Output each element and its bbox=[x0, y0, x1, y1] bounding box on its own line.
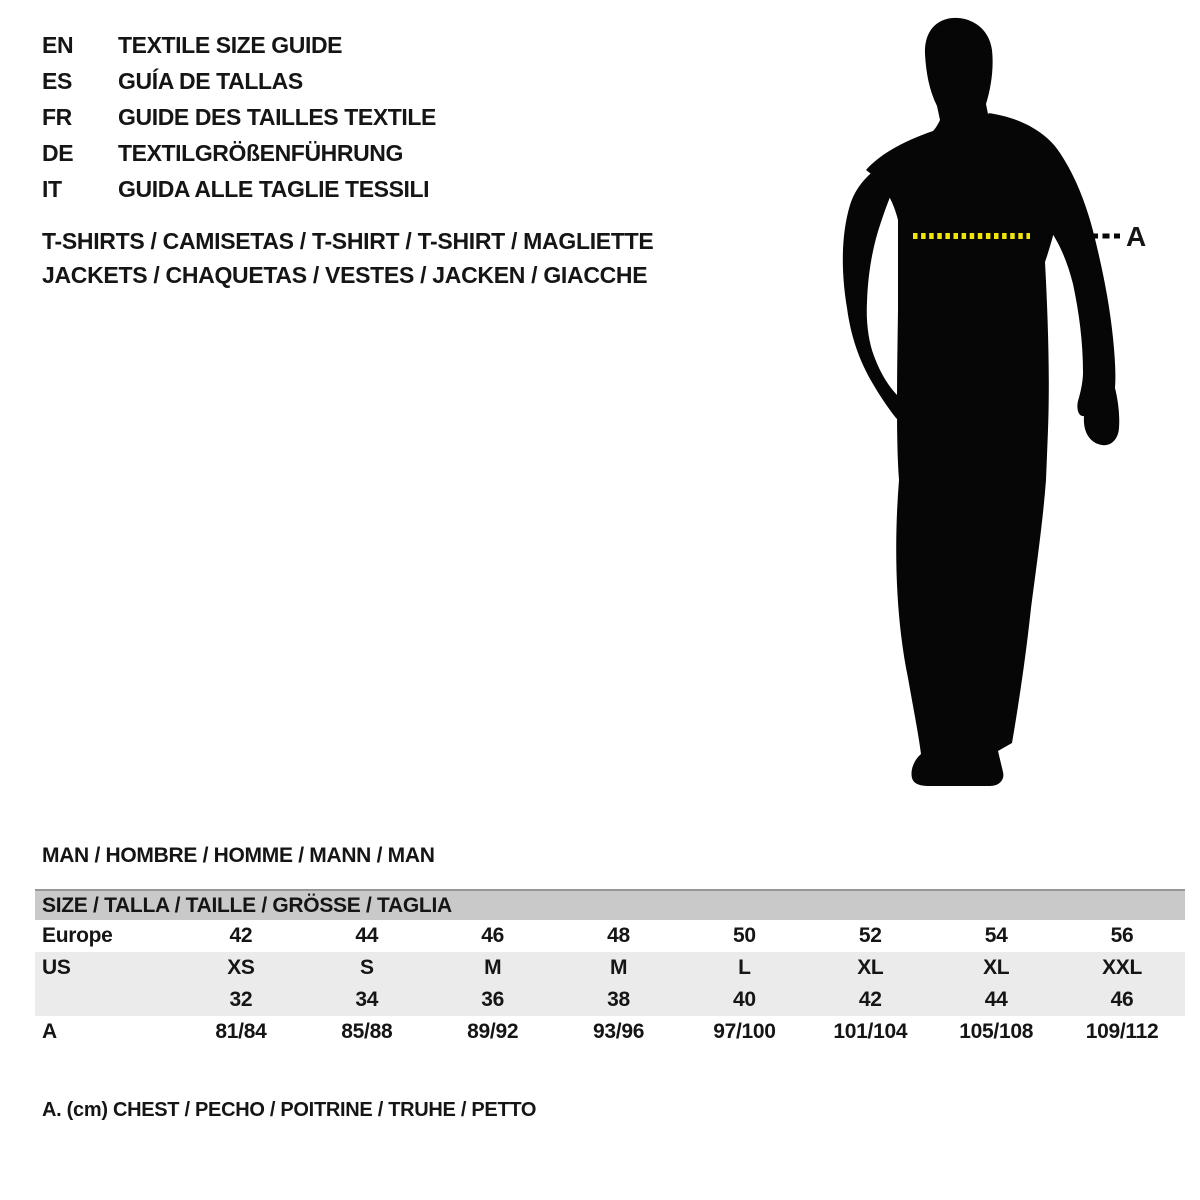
row-label: Europe bbox=[42, 924, 113, 947]
language-code: ES bbox=[42, 67, 72, 94]
size-table bbox=[35, 889, 1185, 1048]
language-row-de bbox=[42, 135, 436, 171]
size-value-cell: 46 bbox=[1110, 988, 1134, 1011]
size-value-cell: 42 bbox=[229, 924, 253, 947]
language-code: FR bbox=[42, 103, 72, 130]
size-value-cell: 36 bbox=[481, 988, 505, 1011]
size-value-cell: 89/92 bbox=[467, 1020, 519, 1043]
size-value-cell: 38 bbox=[607, 988, 630, 1011]
size-value-cell: 105/108 bbox=[959, 1020, 1034, 1043]
measurement-footnote: A. (cm) CHEST / PECHO / POITRINE / TRUHE / PETTO bbox=[42, 1099, 537, 1121]
man-silhouette-svg bbox=[840, 10, 1150, 800]
language-label: TEXTILE SIZE GUIDE bbox=[118, 31, 343, 58]
size-table-row-a bbox=[35, 1016, 1185, 1048]
language-code: EN bbox=[42, 31, 74, 58]
category-block bbox=[42, 224, 653, 292]
size-value-cell: 101/104 bbox=[833, 1020, 908, 1043]
size-value-cell: XXL bbox=[1102, 956, 1143, 979]
language-row-fr bbox=[42, 99, 436, 135]
size-value-cell: XL bbox=[857, 956, 884, 979]
language-row-en bbox=[42, 27, 436, 63]
category-line-jackets: JACKETS / CHAQUETAS / VESTES / JACKEN / GIACCHE bbox=[42, 262, 648, 288]
size-value-cell: 93/96 bbox=[593, 1020, 645, 1043]
language-code: DE bbox=[42, 139, 74, 166]
size-table-body bbox=[35, 920, 1185, 1048]
section-title-man: MAN / HOMBRE / HOMME / MANN / MAN bbox=[42, 844, 435, 867]
size-table-row-us bbox=[35, 952, 1185, 984]
size-value-cell: 56 bbox=[1110, 924, 1134, 947]
language-label: GUIDA ALLE TAGLIE TESSILI bbox=[118, 175, 430, 202]
size-value-cell: 50 bbox=[733, 924, 756, 947]
measure-label-a: A bbox=[1126, 221, 1147, 252]
size-value-cell: S bbox=[359, 956, 374, 979]
category-line-tshirts: T-SHIRTS / CAMISETAS / T-SHIRT / T-SHIRT / MAGLIETTE bbox=[42, 228, 654, 254]
man-silhouette-figure bbox=[840, 10, 1150, 800]
size-value-cell: 44 bbox=[984, 988, 1008, 1011]
row-label: A bbox=[42, 1020, 57, 1043]
size-value-cell: 54 bbox=[984, 924, 1008, 947]
size-value-cell: 32 bbox=[229, 988, 253, 1011]
size-value-cell: 109/112 bbox=[1085, 1020, 1159, 1043]
size-value-cell: 97/100 bbox=[713, 1020, 776, 1043]
size-table-row-europe bbox=[35, 920, 1185, 952]
language-label: TEXTILGRÖßENFÜHRUNG bbox=[118, 139, 403, 166]
size-value-cell: 85/88 bbox=[341, 1020, 393, 1043]
language-label: GUIDE DES TAILLES TEXTILE bbox=[118, 103, 436, 130]
size-value-cell: 46 bbox=[481, 924, 505, 947]
size-value-cell: M bbox=[609, 956, 628, 979]
size-value-cell: 81/84 bbox=[215, 1020, 267, 1043]
size-value-cell: 48 bbox=[607, 924, 630, 947]
size-value-cell: 52 bbox=[858, 924, 882, 947]
size-table-row bbox=[35, 984, 1185, 1016]
language-label: GUÍA DE TALLAS bbox=[118, 67, 303, 94]
language-row-it bbox=[42, 171, 436, 207]
size-value-cell: 42 bbox=[858, 988, 882, 1011]
language-code: IT bbox=[42, 175, 62, 202]
size-value-cell: 40 bbox=[733, 988, 756, 1011]
row-label: US bbox=[42, 956, 71, 979]
size-value-cell: L bbox=[738, 956, 751, 979]
language-row-es bbox=[42, 63, 436, 99]
size-value-cell: M bbox=[484, 956, 502, 979]
size-value-cell: XL bbox=[983, 956, 1010, 979]
size-table-header: SIZE / TALLA / TAILLE / GRÖSSE / TAGLIA bbox=[35, 889, 1185, 920]
language-list bbox=[42, 27, 436, 207]
size-value-cell: 44 bbox=[355, 924, 379, 947]
size-value-cell: 34 bbox=[355, 988, 379, 1011]
size-value-cell: XS bbox=[227, 956, 255, 979]
